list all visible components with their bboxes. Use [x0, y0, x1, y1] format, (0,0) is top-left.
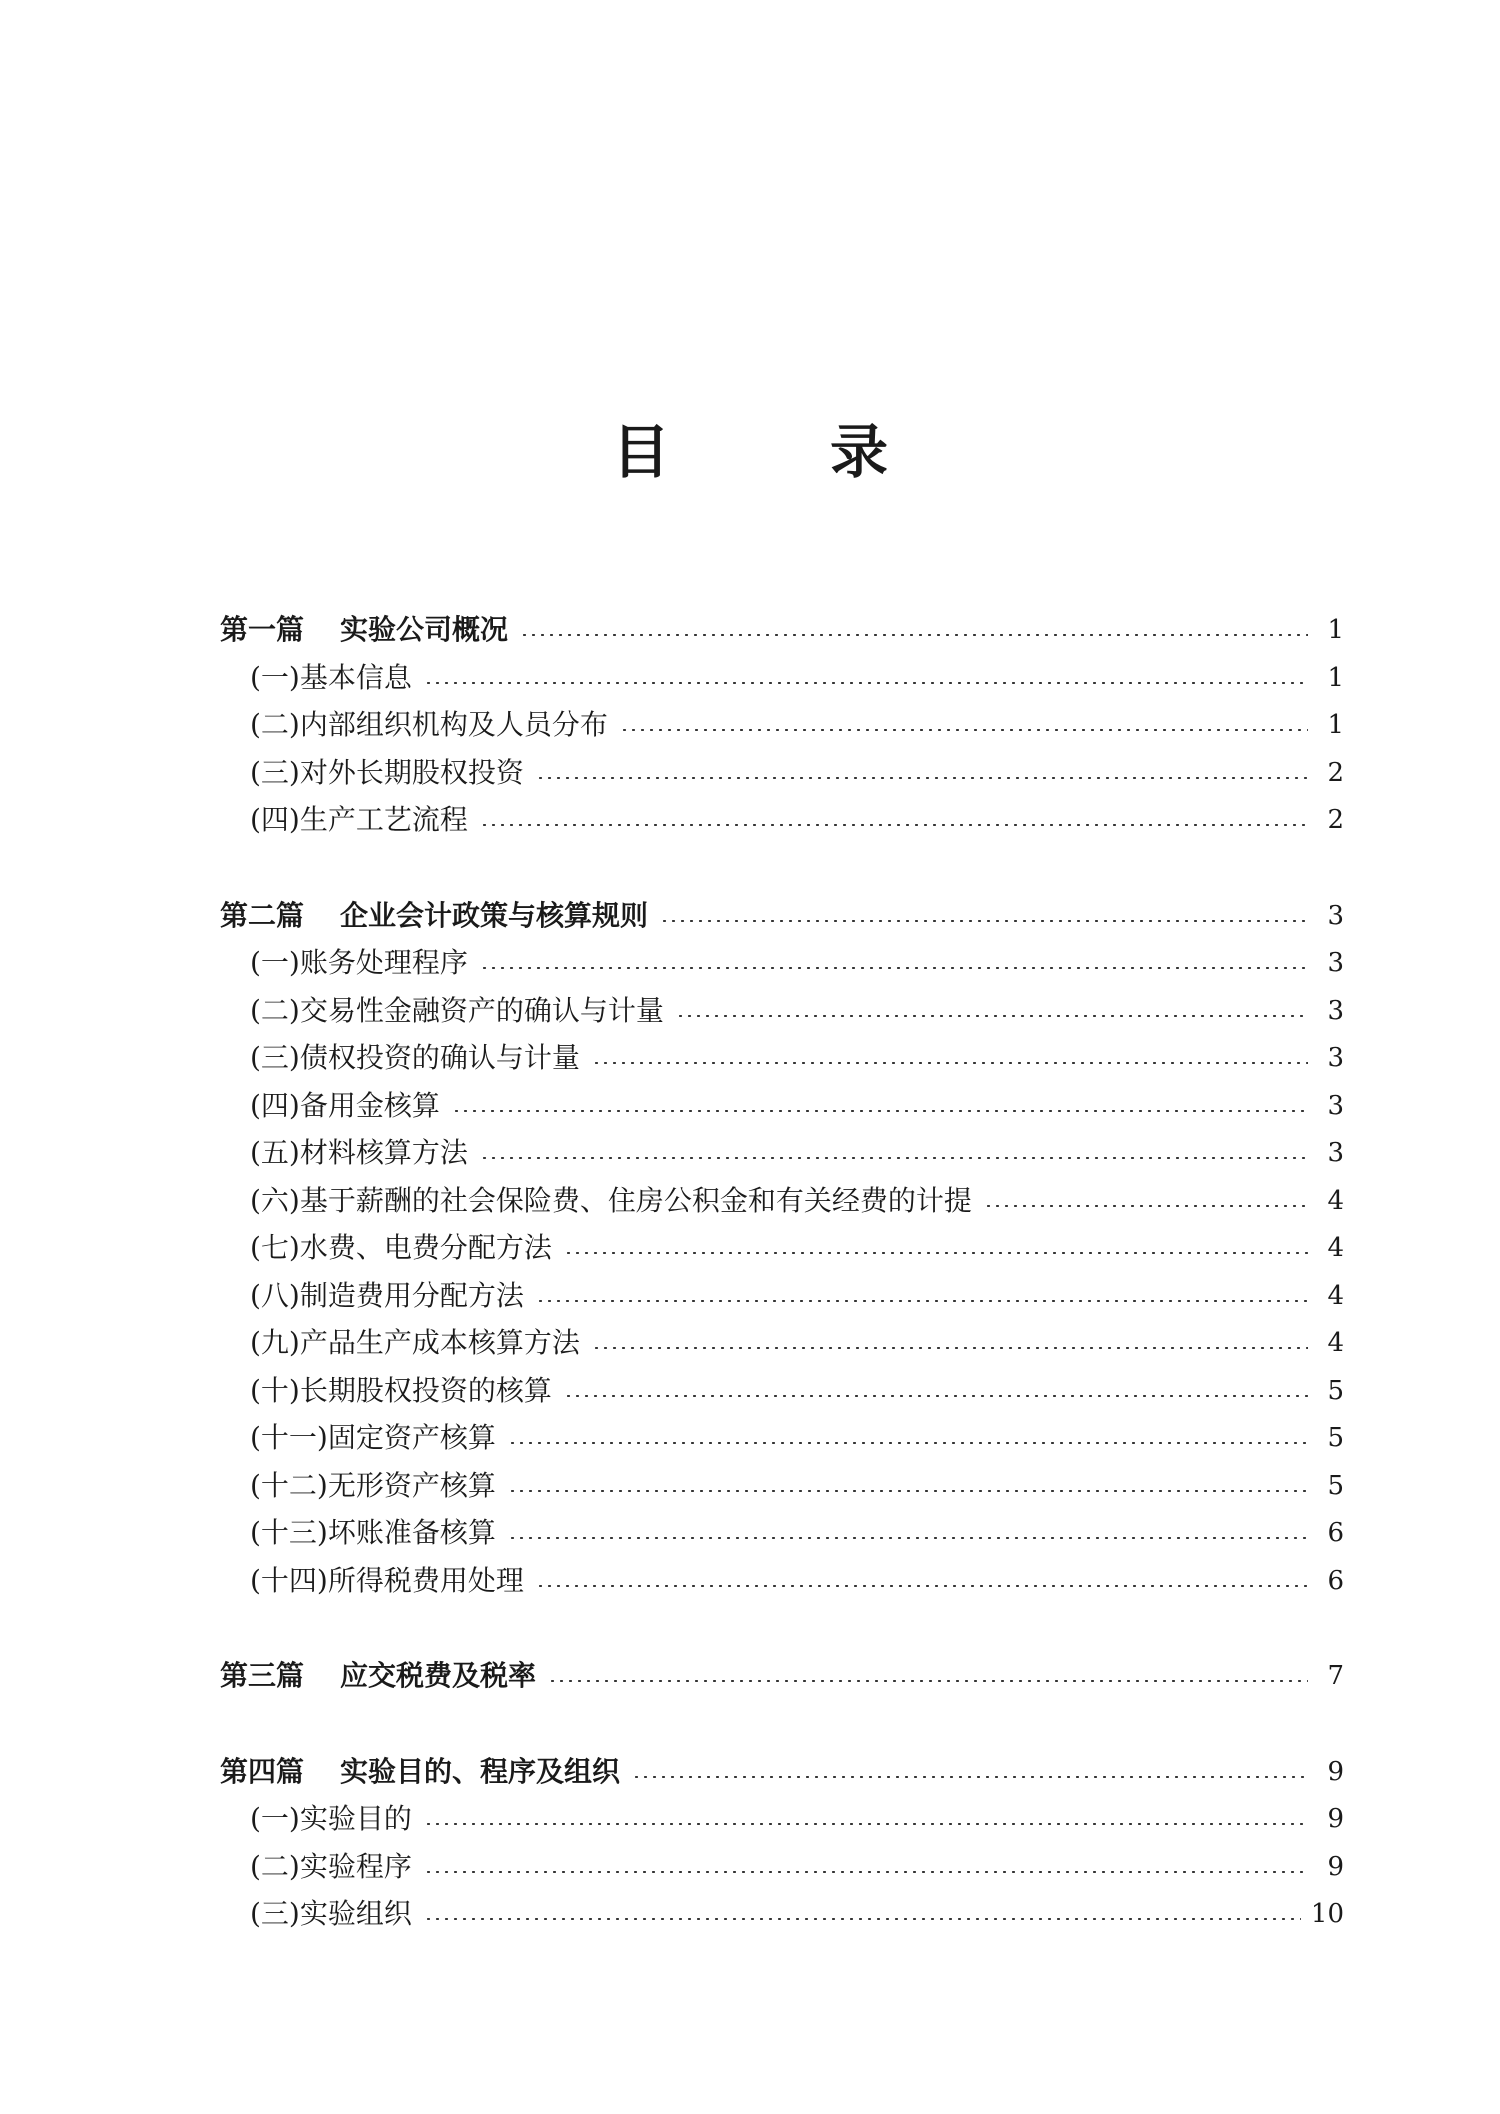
dot-leader — [984, 1205, 1308, 1207]
toc-page-number: 3 — [1327, 1138, 1344, 1168]
toc-label: (一)基本信息 — [250, 660, 412, 694]
dot-leader — [660, 920, 1308, 922]
toc-page-number: 3 — [1327, 995, 1344, 1026]
title-char-2: 录 — [830, 418, 889, 486]
toc-section-number: 第四篇 — [220, 1754, 305, 1788]
dot-leader — [508, 1537, 1308, 1539]
toc-page-number: 3 — [1327, 948, 1344, 978]
dot-leader — [548, 1680, 1308, 1682]
title-char-1: 目 — [611, 418, 670, 486]
dot-leader — [632, 1776, 1308, 1778]
toc-label: (十一)固定资产核算 — [250, 1421, 496, 1454]
toc-section — [220, 1750, 1344, 1794]
toc-label: (五)材料核算方法 — [250, 1136, 468, 1169]
toc-label: (二)内部组织机构及人员分布 — [250, 708, 608, 741]
toc-label: (一)实验目的 — [250, 1802, 412, 1835]
toc-page-number: 2 — [1327, 757, 1344, 788]
toc-page-number: 7 — [1327, 1661, 1344, 1691]
dot-leader — [480, 1157, 1308, 1159]
toc-label: (二)交易性金融资产的确认与计量 — [250, 993, 664, 1027]
dot-leader — [592, 1347, 1308, 1349]
toc-item — [250, 1226, 1344, 1270]
toc-page-number: 3 — [1327, 1090, 1344, 1121]
dot-leader — [508, 1442, 1308, 1444]
dot-leader — [676, 1015, 1308, 1017]
toc-label: (二)实验程序 — [250, 1849, 412, 1883]
page-title — [0, 405, 1500, 495]
dot-leader — [424, 1918, 1301, 1920]
toc-label: (十三)坏账准备核算 — [250, 1516, 496, 1549]
dot-leader — [452, 1110, 1308, 1112]
toc-page-number: 5 — [1327, 1375, 1344, 1406]
toc-label: 应交税费及税率 — [340, 1659, 537, 1692]
toc-section-number: 第三篇 — [220, 1659, 305, 1692]
dot-leader — [564, 1252, 1308, 1254]
dot-leader — [536, 1300, 1308, 1302]
toc-item — [250, 1464, 1344, 1508]
toc-page-number: 4 — [1327, 1328, 1344, 1358]
dot-leader — [536, 1585, 1308, 1587]
dot-leader — [508, 1490, 1308, 1492]
toc-section-number: 第二篇 — [220, 898, 305, 932]
toc-item — [250, 798, 1344, 842]
toc-label: (八)制造费用分配方法 — [250, 1278, 524, 1312]
toc-page-number: 5 — [1327, 1423, 1344, 1453]
toc-item — [250, 1511, 1344, 1555]
toc-page-number: 1 — [1327, 662, 1344, 693]
toc-label: (九)产品生产成本核算方法 — [250, 1326, 580, 1359]
toc-page-number: 6 — [1327, 1565, 1344, 1596]
toc-page-number: 2 — [1327, 805, 1344, 835]
toc-page-number: 9 — [1327, 1756, 1344, 1787]
toc-item — [250, 751, 1344, 795]
toc-page-number: 9 — [1327, 1804, 1344, 1834]
dot-leader — [564, 1395, 1308, 1397]
dot-leader — [480, 967, 1308, 969]
dot-leader — [480, 824, 1308, 826]
dot-leader — [536, 777, 1308, 779]
dot-leader — [424, 1823, 1308, 1825]
toc-item — [250, 1084, 1344, 1128]
toc-label: (三)债权投资的确认与计量 — [250, 1041, 580, 1074]
toc-label: 实验公司概况 — [340, 613, 509, 646]
toc-page-number: 9 — [1327, 1851, 1344, 1882]
toc-label: 实验目的、程序及组织 — [340, 1754, 621, 1788]
toc-section — [220, 1654, 1344, 1698]
toc-item — [250, 1274, 1344, 1318]
toc-label: (七)水费、电费分配方法 — [250, 1231, 552, 1264]
toc-page-number: 4 — [1327, 1185, 1344, 1216]
toc-item — [250, 1892, 1344, 1936]
toc-label: (三)实验组织 — [250, 1897, 412, 1930]
dot-leader — [592, 1062, 1308, 1064]
toc-page-number: 3 — [1327, 1043, 1344, 1073]
toc-label: 企业会计政策与核算规则 — [340, 898, 649, 932]
toc-page-number: 1 — [1327, 615, 1344, 645]
toc-section-number: 第一篇 — [220, 613, 305, 646]
toc-item — [250, 1179, 1344, 1223]
toc-item — [250, 656, 1344, 700]
dot-leader — [424, 682, 1308, 684]
toc-label: (四)生产工艺流程 — [250, 803, 468, 836]
toc-item — [250, 1559, 1344, 1603]
toc-label: (六)基于薪酬的社会保险费、住房公积金和有关经费的计提 — [250, 1183, 972, 1217]
dot-leader — [620, 729, 1308, 731]
toc-item — [250, 989, 1344, 1033]
toc-label: (一)账务处理程序 — [250, 946, 468, 979]
toc-page-number: 5 — [1327, 1470, 1344, 1501]
toc-label: (十)长期股权投资的核算 — [250, 1373, 552, 1407]
toc-item — [250, 1131, 1344, 1175]
toc-label: (十四)所得税费用处理 — [250, 1563, 524, 1597]
toc-page-number: 6 — [1327, 1518, 1344, 1548]
toc-page-number: 10 — [1310, 1899, 1344, 1929]
toc-page-number: 4 — [1327, 1280, 1344, 1311]
toc-item — [250, 1416, 1344, 1460]
dot-leader — [520, 634, 1308, 636]
toc-section — [220, 608, 1344, 652]
toc-item — [250, 941, 1344, 985]
toc-section — [220, 894, 1344, 938]
toc-item — [250, 1797, 1344, 1841]
toc-page-number: 1 — [1327, 710, 1344, 740]
toc-item — [250, 1321, 1344, 1365]
toc-label: (十二)无形资产核算 — [250, 1468, 496, 1502]
toc-item — [250, 1845, 1344, 1889]
toc-label: (三)对外长期股权投资 — [250, 755, 524, 789]
toc-page-number: 3 — [1327, 900, 1344, 931]
toc-item — [250, 1036, 1344, 1080]
toc-label: (四)备用金核算 — [250, 1088, 440, 1122]
dot-leader — [424, 1871, 1308, 1873]
toc-item — [250, 1369, 1344, 1413]
toc-page-number: 4 — [1327, 1233, 1344, 1263]
toc-item — [250, 703, 1344, 747]
